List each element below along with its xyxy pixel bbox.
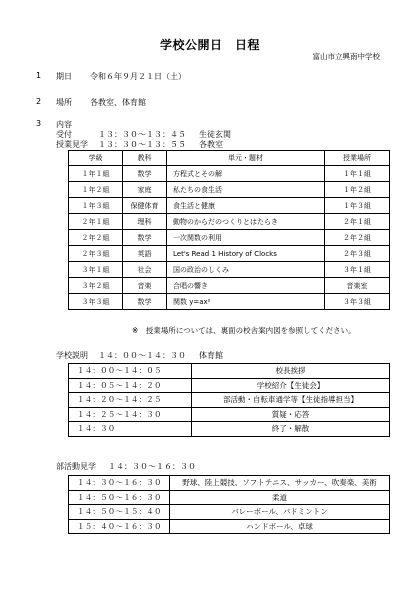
table-row (69, 214, 390, 230)
class-cell: ２年１組 (69, 214, 123, 230)
school-name: 富山市立興南中学校 (312, 52, 380, 61)
table-row (69, 246, 390, 262)
unit-cell: Let's Read 1 History of Clocks (167, 246, 325, 262)
table-row (69, 490, 390, 505)
activity-cell: 校長挨拶 (192, 364, 390, 379)
class-cell: １年３組 (69, 198, 123, 214)
class-observation-label: 授業見学 (56, 140, 88, 149)
table-row (69, 407, 390, 422)
item-3-label: 内容 (56, 120, 72, 129)
subject-cell: 理科 (123, 214, 167, 230)
item-2-number: 2 (36, 97, 42, 106)
reception-place: 生徒玄関 (199, 130, 231, 139)
unit-cell: 合唱の響き (167, 278, 325, 294)
activity-cell: 質疑・応答 (192, 407, 390, 422)
table-row (69, 166, 390, 182)
header-class: 学級 (69, 151, 123, 166)
activity-cell: 野球、陸上競技、ソフトテニス、サッカー、吹奏楽、美術 (170, 476, 390, 491)
class-cell: ２年２組 (69, 230, 123, 246)
subject-cell: 数学 (123, 230, 167, 246)
item-1-number: 1 (36, 71, 42, 80)
subject-cell: 英語 (123, 246, 167, 262)
time-cell: １４：５０～１６：３０ (69, 490, 170, 505)
table-row (69, 364, 390, 379)
club-table (68, 475, 390, 534)
table-row (69, 294, 390, 310)
location-cell: ２年２組 (325, 230, 390, 246)
table-header-row (69, 151, 390, 166)
club-time: １４：３０～１６：３０ (108, 462, 196, 471)
subject-cell: 保健体育 (123, 198, 167, 214)
location-cell: ２年３組 (325, 246, 390, 262)
header-unit: 単元・題材 (167, 151, 325, 166)
class-cell: ３年２組 (69, 278, 123, 294)
time-cell: １４：２０～１４：２５ (69, 393, 192, 408)
briefing-table (68, 363, 390, 437)
header-subject: 教科 (123, 151, 167, 166)
class-cell: ２年３組 (69, 246, 123, 262)
table-row (69, 278, 390, 294)
class-cell: ３年３組 (69, 294, 123, 310)
table-row (69, 198, 390, 214)
class-schedule-table (68, 150, 390, 310)
subject-cell: 音楽 (123, 278, 167, 294)
location-note: ※ 授業場所については、裏面の校舎案内図を参照してください。 (132, 326, 356, 335)
table-row (69, 262, 390, 278)
time-cell: １４：３０～１６：３０ (69, 476, 170, 491)
location-cell: １年２組 (325, 182, 390, 198)
time-cell: １４：２５～１４：３０ (69, 407, 192, 422)
location-cell: １年３組 (325, 198, 390, 214)
class-cell: ３年１組 (69, 262, 123, 278)
activity-cell: 柔道 (170, 490, 390, 505)
table-row (69, 422, 390, 437)
table-row (69, 378, 390, 393)
table-row (69, 476, 390, 491)
table-row (69, 182, 390, 198)
class-cell: １年２組 (69, 182, 123, 198)
location-cell: ３年３組 (325, 294, 390, 310)
location-cell: 音楽室 (325, 278, 390, 294)
page-title: 学校公開日 日程 (159, 38, 260, 52)
time-cell: １４：３０ (69, 422, 192, 437)
subject-cell: 数学 (123, 294, 167, 310)
item-1-value: 令和６年９月２１日（土） (90, 72, 186, 81)
unit-cell: 食生活と健康 (167, 198, 325, 214)
time-cell: １４：０５～１４：２０ (69, 378, 192, 393)
class-cell: １年１組 (69, 166, 123, 182)
location-cell: ３年１組 (325, 262, 390, 278)
class-observation-time: １３：３０～１３：５５ (98, 140, 186, 149)
briefing-place: 体育館 (199, 351, 223, 360)
time-cell: １５：４０～１６：３０ (69, 519, 170, 534)
briefing-label: 学校説明 (56, 351, 88, 360)
subject-cell: 家庭 (123, 182, 167, 198)
activity-cell: 終了・解散 (192, 422, 390, 437)
subject-cell: 数学 (123, 166, 167, 182)
activity-cell: バレーボール、バドミントン (170, 505, 390, 520)
unit-cell: 動物のからだのつくりとはたらき (167, 214, 325, 230)
subject-cell: 社会 (123, 262, 167, 278)
header-location: 授業場所 (325, 151, 390, 166)
activity-cell: ハンドボール、卓球 (170, 519, 390, 534)
reception-label: 受付 (56, 130, 72, 139)
table-row (69, 519, 390, 534)
table-row (69, 505, 390, 520)
time-cell: １４：００～１４：０５ (69, 364, 192, 379)
activity-cell: 部活動・自転車通学等【生徒指導担当】 (192, 393, 390, 408)
location-cell: １年１組 (325, 166, 390, 182)
time-cell: １４：５０～１５：４０ (69, 505, 170, 520)
class-observation-place: 各教室 (199, 140, 223, 149)
unit-cell: 国の政治のしくみ (167, 262, 325, 278)
briefing-time: １４：００～１４：３０ (98, 351, 186, 360)
item-1-label: 期日 (56, 72, 72, 81)
activity-cell: 学校紹介【生徒会】 (192, 378, 390, 393)
table-row (69, 393, 390, 408)
table-row (69, 230, 390, 246)
reception-time: １３：３０～１３：４５ (98, 130, 186, 139)
unit-cell: 私たちの食生活 (167, 182, 325, 198)
item-2-label: 場所 (56, 98, 72, 107)
unit-cell: 関数 y=ax² (167, 294, 325, 310)
unit-cell: 一次関数の利用 (167, 230, 325, 246)
unit-cell: 方程式とその解 (167, 166, 325, 182)
item-3-number: 3 (36, 119, 42, 128)
location-cell: ２年１組 (325, 214, 390, 230)
club-label: 部活動見学 (56, 462, 96, 471)
item-2-value: 各教室、体育館 (90, 98, 146, 107)
